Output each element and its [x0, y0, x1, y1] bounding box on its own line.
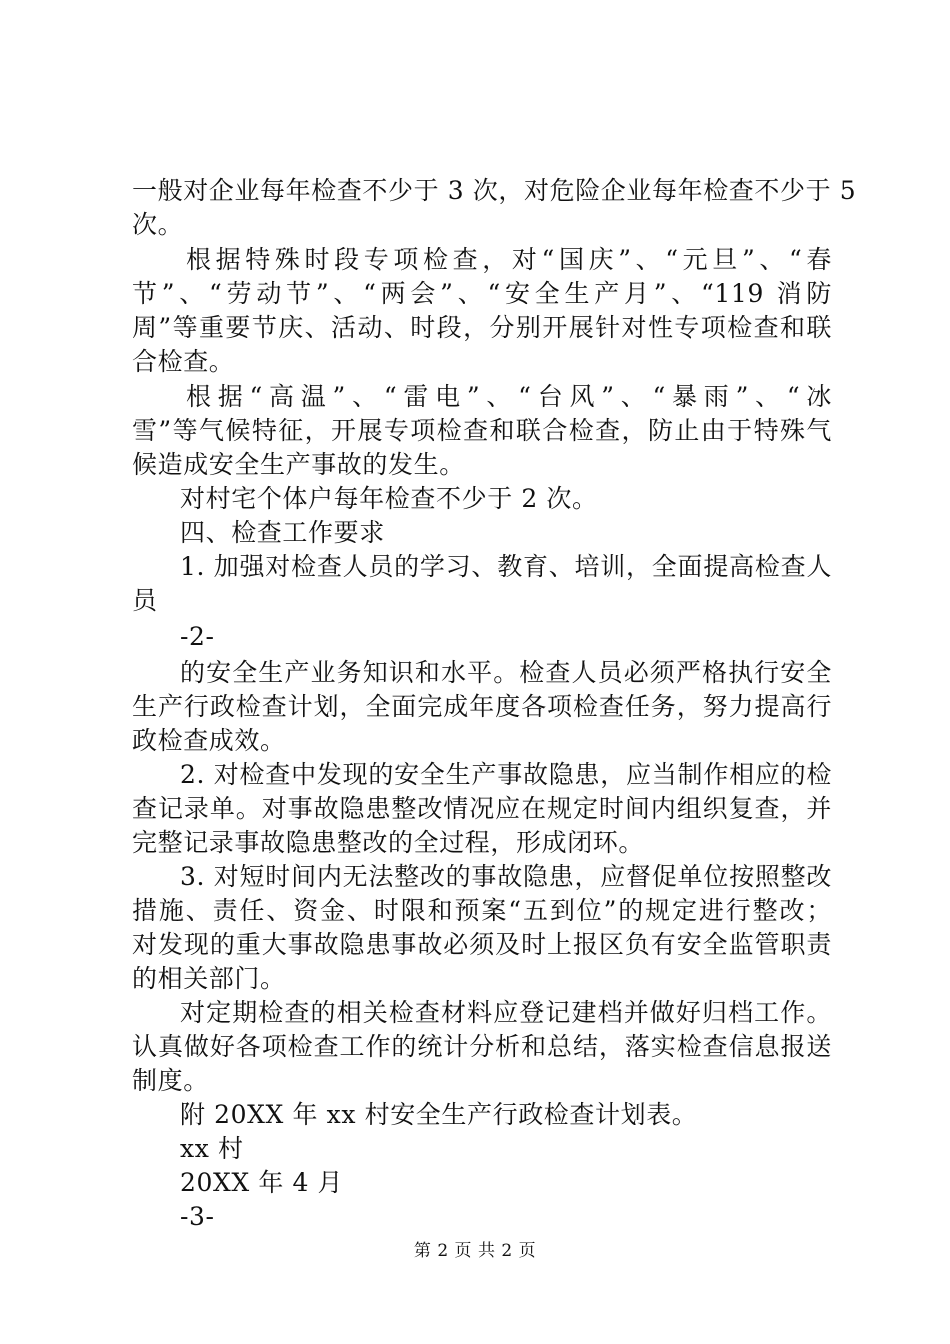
text-line: 根据特殊时段专项检查，对“国庆”、“元旦”、“春	[186, 245, 832, 274]
text-line: 措施、责任、资金、时限和预案“五到位”的规定进行整改；	[132, 896, 832, 925]
text-line: 节”、“劳动节”、“两会”、“安全生产月”、“119 消防	[132, 279, 832, 308]
text-line: 完整记录事故隐患整改的全过程，形成闭环。	[132, 828, 645, 857]
inline-page-number: -2-	[180, 622, 215, 651]
text-line: 根据“高温”、“雷电”、“台风”、“暴雨”、“冰	[186, 382, 832, 411]
text-line: 2. 对检查中发现的安全生产事故隐患，应当制作相应的检	[180, 760, 832, 789]
text-line: 的相关部门。	[132, 964, 286, 993]
text-line: 候造成安全生产事故的发生。	[132, 450, 465, 479]
attachment-note: 附 20XX 年 xx 村安全生产行政检查计划表。	[180, 1100, 698, 1129]
page-footer: 第 2 页 共 2 页	[413, 1241, 537, 1261]
text-line: 对村宅个体户每年检查不少于 2 次。	[180, 484, 598, 513]
text-line: 的安全生产业务知识和水平。检查人员必须严格执行安全	[180, 658, 832, 687]
text-line: 员	[132, 586, 158, 615]
text-line: 查记录单。对事故隐患整改情况应在规定时间内组织复查，并	[132, 794, 832, 823]
text-line: 1. 加强对检查人员的学习、教育、培训，全面提高检查人	[180, 552, 832, 581]
section-heading: 四、检查工作要求	[180, 518, 385, 547]
text-line: 一般对企业每年检查不少于 3 次，对危险企业每年检查不少于 5	[132, 176, 857, 205]
text-line: 生产行政检查计划，全面完成年度各项检查任务，努力提高行	[132, 692, 832, 721]
text-line: 雪”等气候特征，开展专项检查和联合检查，防止由于特殊气	[132, 416, 832, 445]
text-line: 3. 对短时间内无法整改的事故隐患，应督促单位按照整改	[180, 862, 832, 891]
signature-date: 20XX 年 4 月	[180, 1168, 344, 1197]
text-line: 制度。	[132, 1066, 209, 1095]
text-line: 周”等重要节庆、活动、时段，分别开展针对性专项检查和联	[132, 313, 832, 342]
text-line: 对发现的重大事故隐患事故必须及时上报区负有安全监管职责	[132, 930, 832, 959]
text-line: 次。	[132, 210, 184, 239]
inline-page-number: -3-	[180, 1202, 215, 1231]
text-line: 政检查成效。	[132, 726, 286, 755]
text-line: 对定期检查的相关检查材料应登记建档并做好归档工作。	[180, 998, 832, 1027]
signature-village: xx 村	[180, 1134, 244, 1163]
text-line: 认真做好各项检查工作的统计分析和总结，落实检查信息报送	[132, 1032, 832, 1061]
text-line: 合检查。	[132, 347, 235, 376]
